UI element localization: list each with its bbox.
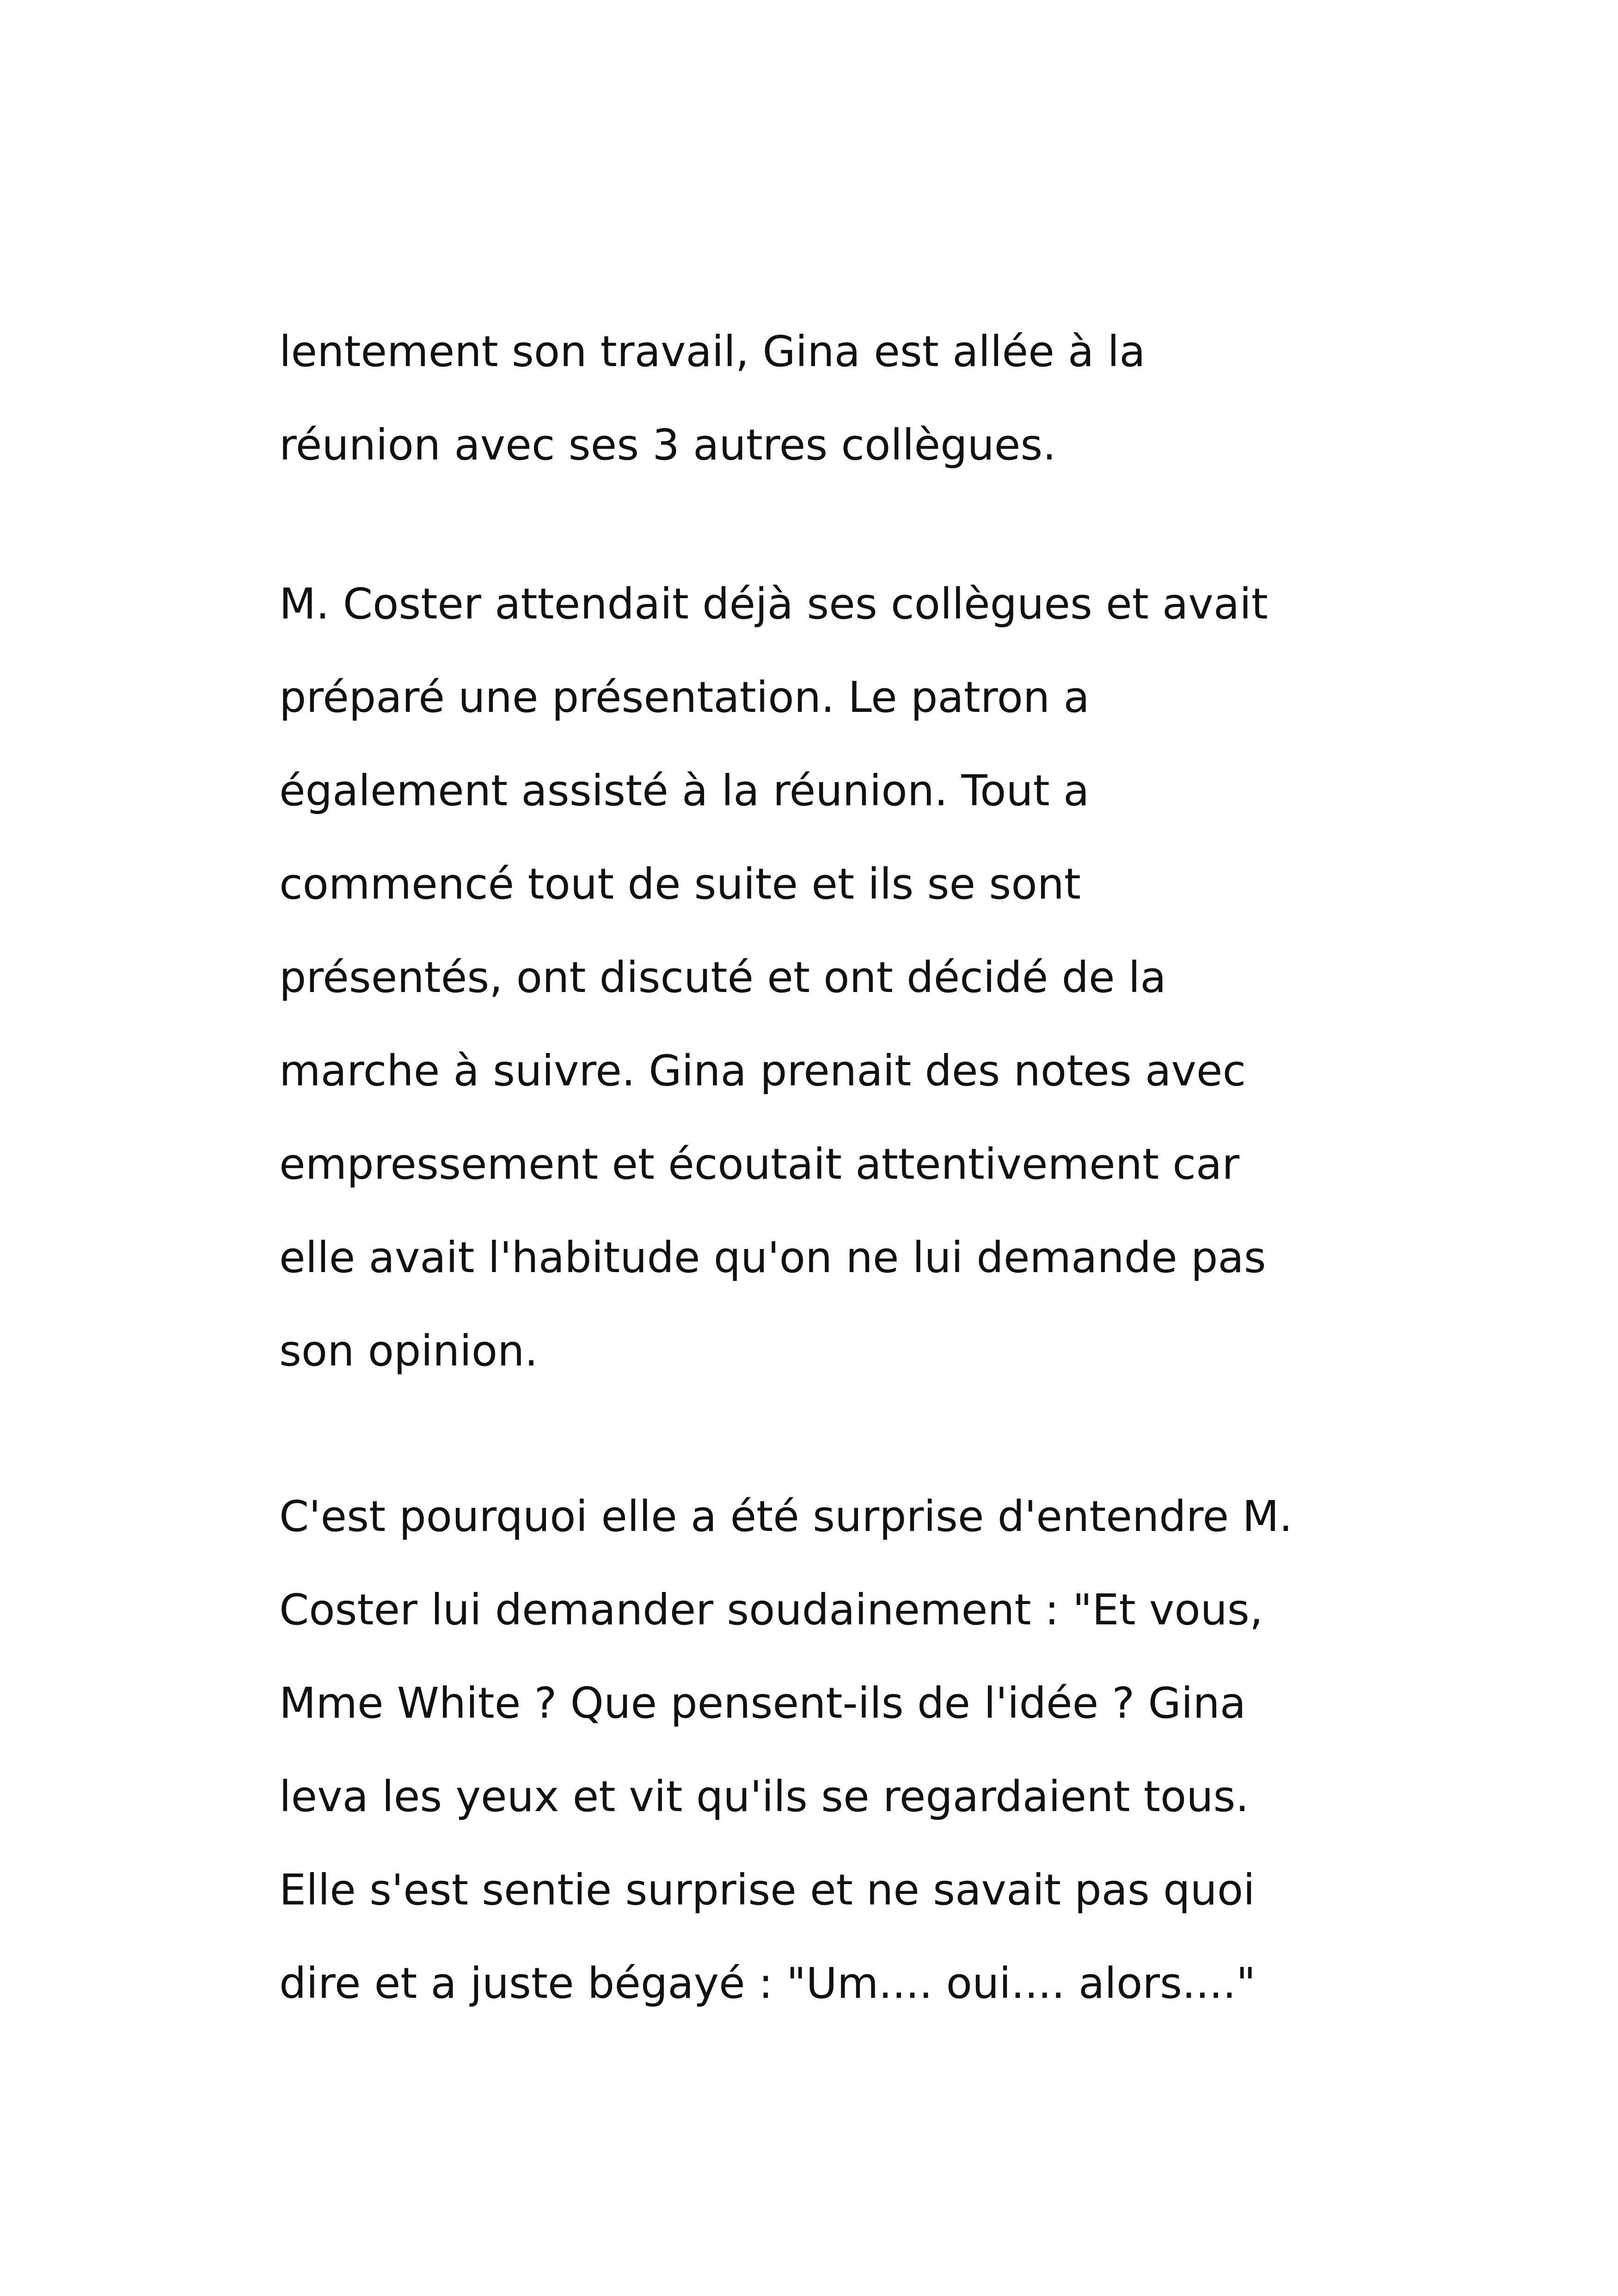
text-line: dire et a juste bégayé : "Um.... oui.... alors...."	[279, 1959, 1256, 2008]
paragraph-2	[279, 557, 1389, 1398]
text-line: marche à suivre. Gina prenait des notes avec	[279, 1046, 1246, 1096]
text-line: Coster lui demander soudainement : "Et vous,	[279, 1585, 1263, 1635]
text-line: leva les yeux et vit qu'ils se regardaient tous.	[279, 1772, 1249, 1821]
text-line: Mme White ? Que pensent-ils de l'idée ? Gina	[279, 1678, 1246, 1728]
text-line: lentement son travail, Gina est allée à la	[279, 327, 1146, 376]
text-line: présentés, ont discuté et ont décidé de la	[279, 953, 1166, 1002]
text-line: M. Coster attendait déjà ses collègues et avait	[279, 579, 1268, 629]
paragraph-1	[279, 305, 1389, 492]
text-line: C'est pourquoi elle a été surprise d'entendre M.	[279, 1492, 1293, 1541]
text-line: elle avait l'habitude qu'on ne lui demande pas	[279, 1233, 1266, 1282]
text-line: également assisté à la réunion. Tout a	[279, 766, 1090, 815]
text-line: préparé une présentation. Le patron a	[279, 673, 1090, 722]
text-line: réunion avec ses 3 autres collègues.	[279, 420, 1056, 470]
text-line: empressement et écoutait attentivement car	[279, 1139, 1240, 1189]
paragraph-3	[279, 1470, 1389, 2030]
text-line: son opinion.	[279, 1326, 538, 1376]
text-line: Elle s'est sentie surprise et ne savait pas quoi	[279, 1865, 1255, 1915]
text-line: commencé tout de suite et ils se sont	[279, 859, 1081, 909]
